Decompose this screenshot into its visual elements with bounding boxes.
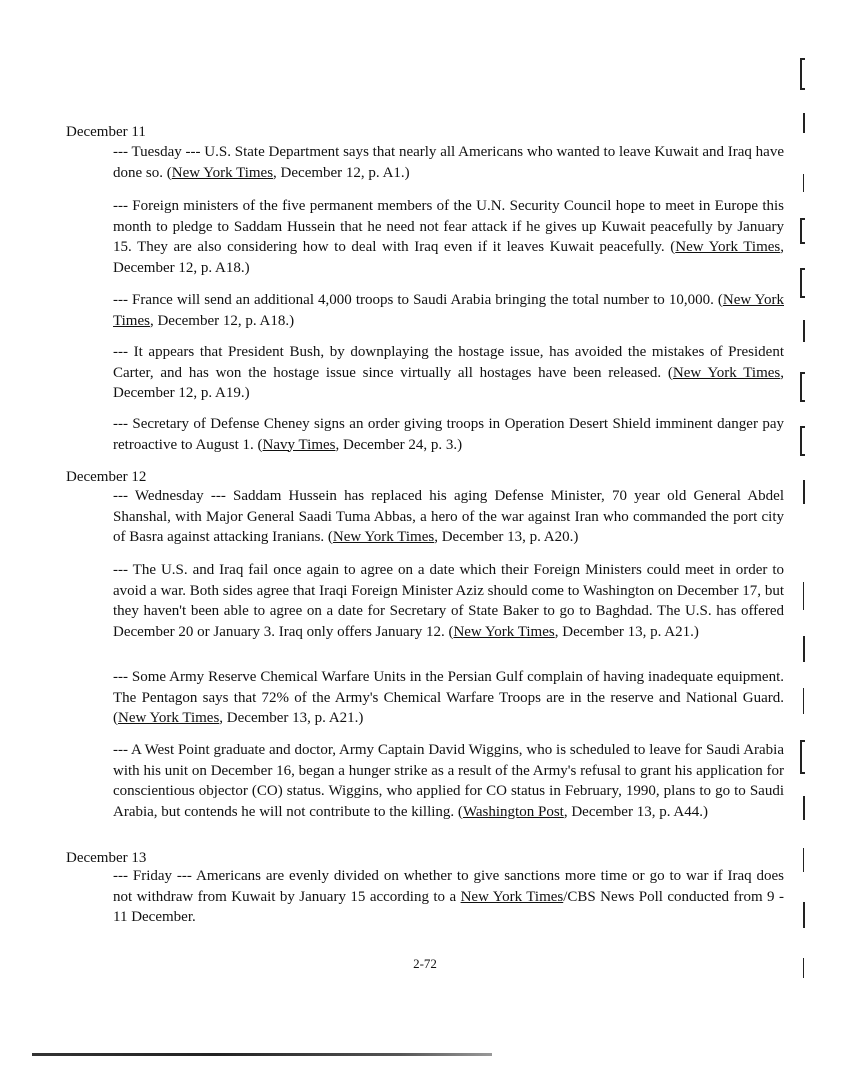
margin-mark: [800, 426, 805, 456]
source-citation: New York Times: [453, 623, 555, 640]
source-citation: New York Times: [675, 239, 781, 255]
chronology-entry: --- France will send an additional 4,000 troops to Saudi Arabia bringing the total number to 10,000. (New York Times, December 12, p. A18.): [113, 292, 784, 329]
source-citation: New York Times: [118, 710, 220, 726]
margin-mark: [800, 58, 805, 90]
margin-mark: [803, 113, 805, 133]
chronology-entry: --- The U.S. and Iraq fail once again to agree on a date which their Foreign Ministers could meet in order to avoid a war. Both sides agree that Iraqi Foreign Minister Aziz should come to Washington on December 17, but they haven't been able to agree on a date for Secretary of State Baker to go to Baghdad. The U.S. has offered December 20 or January 3. Iraq only offers January 12. (New York Times, December 13, p. A21.): [113, 562, 784, 640]
date-heading: December 13: [66, 850, 147, 866]
source-citation: New York Times: [460, 888, 564, 905]
margin-mark: [803, 688, 804, 714]
margin-mark: [803, 902, 805, 928]
source-citation: Navy Times: [262, 436, 336, 453]
page-number: 2-72: [413, 956, 437, 971]
scan-artifact-line: [32, 1053, 492, 1056]
margin-mark: [803, 174, 804, 192]
chronology-entry: --- It appears that President Bush, by downplaying the hostage issue, has avoided the mistakes of President Carter, and has won the hostage issue since virtually all hostages have been released. (New York Times, December 12, p. A19.): [113, 344, 784, 401]
chronology-entry: --- Secretary of Defense Cheney signs an order giving troops in Operation Desert Shield imminent danger pay retroactive to August 1. (Navy Times, December 24, p. 3.): [113, 416, 784, 453]
source-citation: Washington Post: [462, 803, 564, 820]
chronology-entry: --- A West Point graduate and doctor, Army Captain David Wiggins, who is scheduled to leave for Saudi Arabia with his unit on December 16, began a hunger strike as a result of the Army's refusal to grant his application for conscientious objector (CO) status. Wiggins, who applied for CO status in February, 1990, plans to go to Saudi Arabia, but contends he will not contribute to the killing. (Washington Post, December 13, p. A44.): [113, 742, 784, 820]
source-citation: New York Times: [113, 292, 784, 329]
chronology-entry: --- Tuesday --- U.S. State Department says that nearly all Americans who wanted to leave Kuwait and Iraq have done so. (New York Times, December 12, p. A1.): [113, 144, 784, 181]
chronology-entry: --- Friday --- Americans are evenly divided on whether to give sanctions more time or go to war if Iraq does not withdraw from Kuwait by January 15 according to a New York Times/CBS News Poll conducted from 9 - 11 December.: [113, 868, 784, 925]
source-citation: New York Times: [672, 364, 781, 381]
margin-mark: [803, 848, 804, 872]
source-citation: New York Times: [171, 164, 274, 181]
margin-mark: [803, 480, 805, 504]
margin-mark: [800, 218, 805, 244]
margin-mark: [803, 320, 805, 342]
margin-mark: [800, 268, 805, 298]
chronology-entry: --- Wednesday --- Saddam Hussein has replaced his aging Defense Minister, 70 year old General Abdel Shanshal, with Major General Saadi Tuma Abbas, a hero of the war against Iran who commanded the port city of Basra against attacking Iranians. (New York Times, December 13, p. A20.): [113, 488, 784, 545]
margin-mark: [800, 740, 805, 774]
chronology-entry: --- Foreign ministers of the five permanent members of the U.N. Security Council hope to meet in Europe this month to pledge to Saddam Hussein that he need not fear attack if he gives up Kuwait peacefully by January 15. They are also considering how to deal with Iraq even if it leaves Kuwait peacefully. (New York Times, December 12, p. A18.): [113, 198, 784, 276]
source-citation: New York Times: [332, 529, 435, 545]
margin-mark: [803, 582, 804, 610]
chronology-entry: --- Some Army Reserve Chemical Warfare Units in the Persian Gulf complain of having inadequate equipment. The Pentagon says that 72% of the Army's Chemical Warfare Troops are in the reserve and National Guard. (New York Times, December 13, p. A21.): [113, 669, 784, 726]
margin-mark: [800, 372, 805, 402]
margin-mark: [803, 636, 805, 662]
date-heading: December 12: [66, 469, 147, 485]
margin-mark: [803, 796, 805, 820]
margin-mark: [803, 958, 804, 978]
date-heading: December 11: [66, 124, 146, 140]
